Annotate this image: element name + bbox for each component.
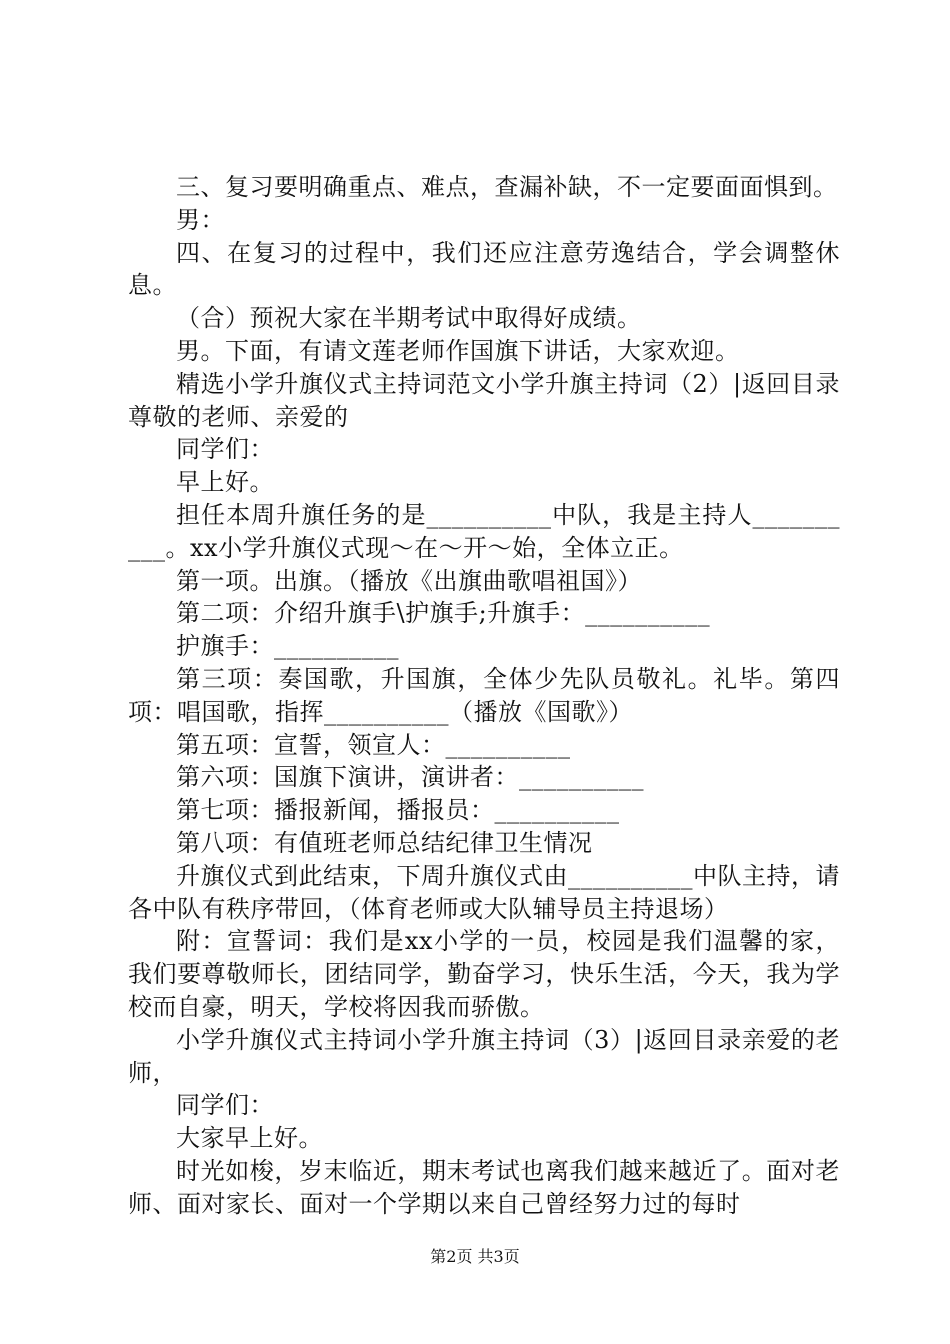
paragraph-11: 第二项：介绍升旗手\护旗手;升旗手：__________ xyxy=(176,599,711,628)
paragraph-9: 担任本周升旗任务的是__________中队，我是主持人__________。xx小学升旗仪式现～在～开～始，全体立正。 xyxy=(128,500,840,562)
paragraph-4: （合）预祝大家在半期考试中取得好成绩。 xyxy=(176,304,642,333)
paragraph-23: 时光如梭，岁末临近，期末考试也离我们越来越近了。面对老师、面对家长、面对一个学期以来自己曾经努力过的每时 xyxy=(128,1156,840,1218)
page-number-footer: 第2页 共3页 xyxy=(430,1247,520,1266)
paragraph-1: 三、复习要明确重点、难点，查漏补缺，不一定要面面惧到。 xyxy=(176,173,838,201)
section-heading-3: 小学升旗仪式主持词小学升旗主持词（3）|返回目录亲爱的老师， xyxy=(128,1025,840,1087)
paragraph-5: 男。下面，有请文莲老师作国旗下讲话，大家欢迎。 xyxy=(176,336,740,365)
paragraph-7: 同学们： xyxy=(176,435,274,464)
paragraph-16: 第七项：播报新闻，播报员：__________ xyxy=(176,796,620,825)
paragraph-18: 升旗仪式到此结束，下周升旗仪式由__________中队主持，请各中队有秩序带回，（体育老师或大队辅导员主持退场） xyxy=(128,861,840,923)
paragraph-17: 第八项：有值班老师总结纪律卫生情况 xyxy=(176,828,593,857)
section-heading-2: 精选小学升旗仪式主持词范文小学升旗主持词（2）|返回目录尊敬的老师、亲爱的 xyxy=(128,369,840,431)
paragraph-15: 第六项：国旗下演讲，演讲者：__________ xyxy=(176,763,644,792)
paragraph-22: 大家早上好。 xyxy=(176,1124,323,1153)
document-body xyxy=(128,171,840,1221)
paragraph-13: 第三项：奏国歌，升国旗，全体少先队员敬礼。礼毕。第四项：唱国歌，指挥__________（播放《国歌》） xyxy=(128,664,840,726)
paragraph-21: 同学们： xyxy=(176,1091,274,1120)
paragraph-19: 附：宣誓词：我们是xx小学的一员，校园是我们温馨的家，我们要尊敬师长，团结同学，勤奋学习，快乐生活，今天，我为学校而自豪，明天，学校将因我而骄傲。 xyxy=(128,927,840,1021)
paragraph-12: 护旗手：__________ xyxy=(176,632,399,661)
paragraph-2: 男： xyxy=(176,205,225,234)
paragraph-14: 第五项：宣誓，领宣人：__________ xyxy=(176,730,571,759)
paragraph-10: 第一项。出旗。（播放《出旗曲歌唱祖国》） xyxy=(176,566,642,595)
paragraph-3: 四、在复习的过程中，我们还应注意劳逸结合，学会调整休息。 xyxy=(128,238,840,300)
paragraph-8: 早上好。 xyxy=(176,468,274,497)
